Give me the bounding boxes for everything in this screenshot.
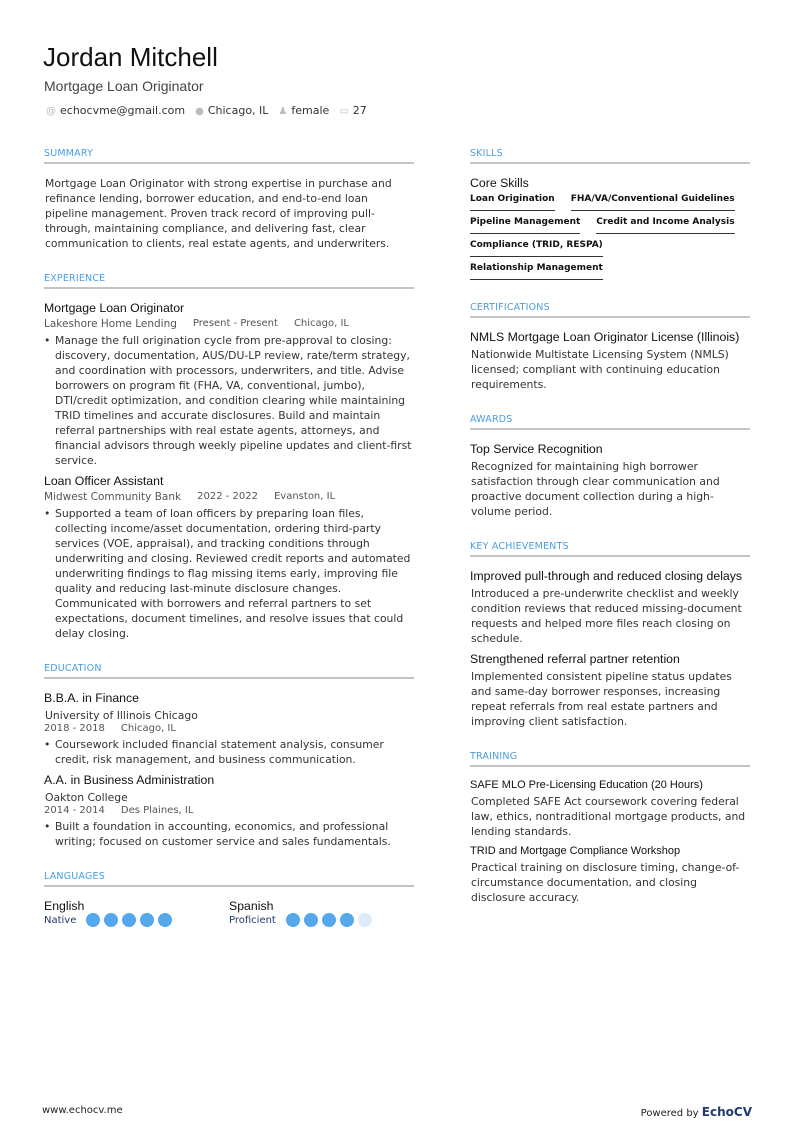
rating-dot — [122, 913, 136, 927]
section-heading: TRAINING — [470, 751, 750, 767]
location: Chicago, IL — [293, 318, 350, 329]
person-icon: ♟ — [278, 106, 288, 117]
at-icon: @ — [46, 106, 56, 117]
rating-dot — [158, 913, 172, 927]
bullet-icon: • — [44, 738, 51, 751]
award-title: Top Service Recognition — [470, 442, 603, 456]
awards-section — [470, 414, 750, 519]
certification-title: NMLS Mortgage Loan Originator License (Illinois) — [470, 330, 740, 344]
left-column — [44, 148, 414, 949]
school: Oakton College — [45, 791, 128, 804]
echocv-logo: EchoCV — [701, 1105, 752, 1119]
footer-website[interactable]: www.echocv.me — [42, 1105, 123, 1116]
school: University of Illinois Chicago — [45, 709, 198, 722]
achievement-title: Improved pull-through and reduced closing delays — [470, 569, 743, 583]
achievements-section — [470, 541, 750, 729]
language-item — [44, 899, 229, 927]
summary-section — [44, 148, 414, 251]
achievement-text: Implemented consistent pipeline status updates and same-day borrower responses, increasing repeat referrals from real estate partners and improving client satisfaction. — [471, 670, 732, 728]
skill-tag: Credit and Income Analysis — [596, 217, 734, 234]
contact-email: echocvme@gmail.com — [60, 104, 186, 117]
language-name: Spanish — [229, 899, 274, 913]
experience-section — [44, 273, 414, 641]
powered-by-label: Powered by — [640, 1108, 699, 1119]
job-description: Supported a team of loan officers by preparing loan files, collecting income/asset documentation, ordering third-party services (VOE, appraisal), and tracking conditions through underwriting and closing. Reviewed credit reports and automated underwriting findings to flag missing items early, improving file quality and reducing last-minute disclosure changes. Communicated with borrowers and referral partners to set expectations, document timelines, and resolve issues that could delay closing. — [55, 507, 411, 640]
education-entry — [44, 691, 414, 767]
rating-dot — [104, 913, 118, 927]
company: Lakeshore Home Lending — [44, 318, 177, 330]
section-heading: AWARDS — [470, 414, 750, 430]
achievement-text: Introduced a pre-underwrite checklist and weekly condition reviews that reduced missing-document requests and helped more files reach closing on schedule. — [471, 587, 742, 645]
language-name: English — [44, 899, 85, 913]
education-entry — [44, 773, 414, 849]
section-heading: LANGUAGES — [44, 871, 414, 887]
skill-tag: Loan Origination — [470, 194, 555, 211]
bullet-icon: • — [44, 334, 51, 347]
rating-dot — [140, 913, 154, 927]
dates: 2018 - 2018 — [44, 723, 105, 734]
training-title: SAFE MLO Pre-Licensing Education (20 Hours) — [470, 779, 703, 791]
contact-location: Chicago, IL — [207, 104, 269, 117]
training-title: TRID and Mortgage Compliance Workshop — [470, 845, 681, 857]
section-heading: SUMMARY — [44, 148, 414, 164]
award-text: Recognized for maintaining high borrower satisfaction through clear communication and proactive document collection during a high-volume period. — [471, 460, 720, 518]
job-role: Mortgage Loan Originator — [44, 301, 185, 315]
location-icon: ● — [195, 106, 204, 117]
contact-gender: female — [291, 104, 330, 117]
language-rating — [286, 913, 372, 927]
training-text: Practical training on disclosure timing, change-of-circumstance documentation, and closing disclosure accuracy. — [471, 861, 740, 904]
skills-group: Core Skills — [470, 176, 529, 190]
section-heading: EDUCATION — [44, 663, 414, 679]
experience-entry — [44, 301, 414, 468]
job-role: Loan Officer Assistant — [44, 474, 164, 488]
rating-dot — [358, 913, 372, 927]
training-section — [470, 751, 750, 905]
languages-section — [44, 871, 414, 927]
degree: A.A. in Business Administration — [44, 773, 215, 787]
dates: 2014 - 2014 — [44, 805, 105, 816]
training-text: Completed SAFE Act coursework covering federal law, ethics, nontraditional mortgage products, and lending standards. — [471, 795, 746, 838]
education-section — [44, 663, 414, 849]
location: Des Plaines, IL — [120, 805, 194, 816]
location: Evanston, IL — [273, 491, 336, 502]
section-heading: KEY ACHIEVEMENTS — [470, 541, 750, 557]
candidate-name: Jordan Mitchell — [43, 42, 218, 72]
section-heading: CERTIFICATIONS — [470, 302, 750, 318]
skill-tag: Relationship Management — [470, 263, 603, 280]
section-heading: EXPERIENCE — [44, 273, 414, 289]
dates: 2022 - 2022 — [197, 491, 258, 502]
skills-section — [470, 148, 750, 280]
section-heading: SKILLS — [470, 148, 750, 164]
certification-text: Nationwide Multistate Licensing System (NMLS) licensed; compliant with continuing education requirements. — [471, 348, 729, 391]
bullet-icon: • — [44, 820, 51, 833]
job-description: Manage the full origination cycle from pre-approval to closing: discovery, documentation, AUS/DU-LP review, rate/term strategy, and coordination with processors, underwriters, and title. Advise borrowers on program fit (FHA, VA, conventional, jumbo), DTI/credit optimization, and condition clearing while maintaining TRID timelines and accurate disclosures. Build and maintain referral partnerships with real estate agents, attorneys, and financial advisors through weekly pipeline updates and client-first service. — [55, 334, 412, 467]
rating-dot — [304, 913, 318, 927]
language-level: Proficient — [229, 914, 276, 926]
rating-dot — [286, 913, 300, 927]
contact-row — [46, 104, 367, 117]
right-column — [470, 148, 750, 927]
certifications-section — [470, 302, 750, 392]
language-item — [229, 899, 414, 927]
bullet-icon: • — [44, 507, 51, 520]
rating-dot — [340, 913, 354, 927]
rating-dot — [322, 913, 336, 927]
education-description: Built a foundation in accounting, economics, and professional writing; focused on customer service and sales fundamentals. — [55, 820, 391, 848]
company: Midwest Community Bank — [44, 491, 182, 503]
experience-entry — [44, 474, 414, 641]
degree: B.B.A. in Finance — [44, 691, 140, 705]
education-description: Coursework included financial statement analysis, consumer credit, risk management, and business communication. — [55, 738, 384, 766]
location: Chicago, IL — [120, 723, 176, 734]
candidate-title: Mortgage Loan Originator — [44, 78, 204, 94]
footer-powered — [641, 1105, 752, 1119]
skill-tag: Compliance (TRID, RESPA) — [470, 240, 603, 257]
dates: Present - Present — [192, 318, 278, 329]
skill-tag: FHA/VA/Conventional Guidelines — [571, 194, 735, 211]
rating-dot — [86, 913, 100, 927]
contact-age: 27 — [352, 104, 367, 117]
skill-tag: Pipeline Management — [470, 217, 580, 234]
calendar-icon: ▭ — [339, 106, 349, 117]
summary-text: Mortgage Loan Originator with strong expertise in purchase and refinance lending, borrower education, and end-to-end loan pipeline management. Proven track record of improving pull-through, maintaining compliance, and delivering fast, clear communication to clients, real estate agents, and underwriters. — [45, 177, 392, 250]
achievement-title: Strengthened referral partner retention — [470, 652, 680, 666]
language-rating — [86, 913, 172, 927]
language-level: Native — [44, 914, 77, 926]
